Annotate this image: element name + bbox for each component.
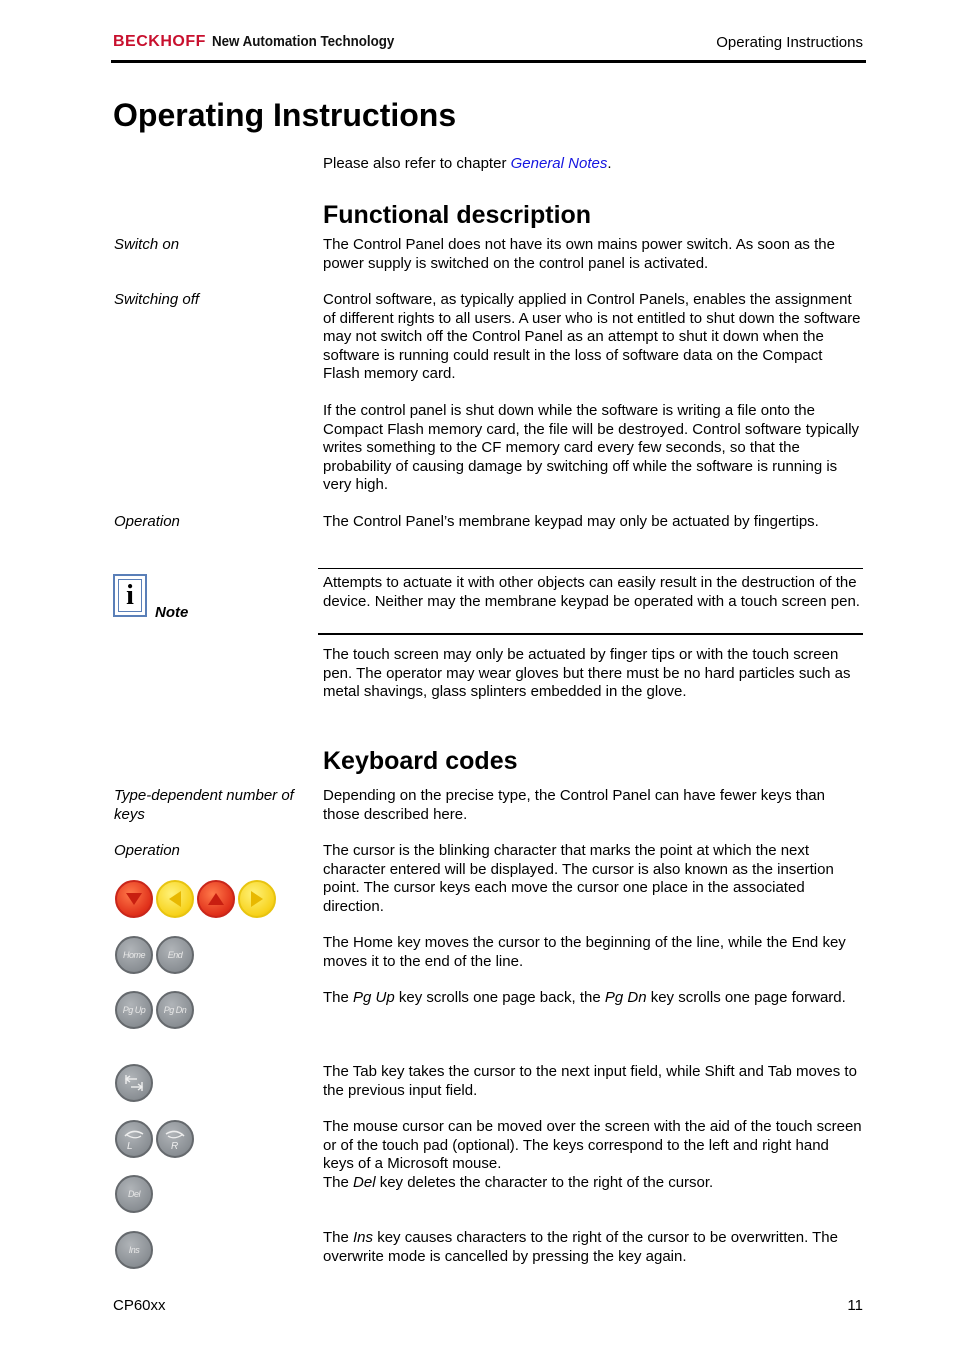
mouse-left-label: L — [127, 1141, 133, 1152]
brand-name: BECKHOFF — [113, 33, 206, 50]
ins-text-2: key causes characters to the right of the cursor to be overwritten. The overwrite mode is cancelled by pressing the key again. — [323, 1229, 838, 1265]
ins-key-icon — [115, 1231, 153, 1269]
pg-text-3: key scrolls one page forward. — [646, 989, 846, 1006]
note-text: Attempts to actuate it with other objects can easily result in the destruction of the device. Neither may the membrane keypad be operated with a touch screen pen. — [323, 574, 860, 610]
ins-key-text — [323, 1229, 863, 1266]
del-key-text — [323, 1174, 863, 1193]
note-label: Note — [155, 604, 189, 621]
operation-label: Operation — [114, 513, 180, 530]
del-text-1: The — [323, 1174, 354, 1191]
pg-up-term: Pg Up — [353, 989, 395, 1006]
tab-key-text: The Tab key takes the cursor to the next input field, while Shift and Tab moves to the previous input field. — [323, 1063, 857, 1099]
page-down-key-icon — [156, 991, 194, 1029]
home-end-text: The Home key moves the cursor to the beginning of the line, while the End key moves it to the end of the line. — [323, 934, 846, 970]
switching-off-label: Switching off — [114, 291, 200, 308]
ins-text-1: The — [323, 1229, 354, 1246]
header-section-title: Operating Instructions — [716, 34, 863, 51]
info-icon — [113, 574, 147, 617]
intro-paragraph — [323, 155, 863, 174]
switching-off-paragraph-2: If the control panel is shut down while the software is writing a file onto the Compact Flash memory card, the file will be destroyed. Control software typically writes something to the CF memory card every few seconds, so that the probability of causing damage by switching off while the software is running is very high. — [323, 402, 860, 493]
end-key-label: End — [167, 950, 183, 960]
pg-dn-term: Pg Dn — [604, 989, 647, 1006]
intro-prefix: Please also refer to chapter — [323, 155, 511, 172]
mouse-left-key-icon — [115, 1120, 153, 1158]
info-icon-glyph: i — [118, 579, 142, 612]
general-notes-link[interactable]: General Notes — [510, 155, 608, 172]
keyboard-heading: Keyboard codes — [323, 747, 518, 775]
mouse-right-key-icon — [156, 1120, 194, 1158]
company-logo — [113, 33, 410, 51]
pg-text-1: The — [323, 989, 354, 1006]
header-rule — [111, 60, 866, 63]
home-key-label: Home — [122, 950, 145, 960]
page-up-key-icon — [115, 991, 153, 1029]
end-key-icon — [156, 936, 194, 974]
del-key-icon — [115, 1175, 153, 1213]
page-keys-text — [323, 989, 863, 1008]
pg-text-2: key scrolls one page back, the — [394, 989, 605, 1006]
cursor-right-key-icon — [238, 880, 276, 918]
ins-key-label: Ins — [128, 1245, 140, 1255]
intro-suffix: . — [607, 155, 612, 172]
footer-model: CP60xx — [113, 1297, 166, 1314]
touch-screen-text: The touch screen may only be actuated by finger tips or with the touch screen pen. The operator may wear gloves but there must be no hard particles such as metal shavings, glass splinters embedded in the glove. — [323, 646, 851, 700]
del-key-label: Del — [127, 1189, 140, 1199]
page-title: Operating Instructions — [113, 97, 457, 133]
footer-page-number: 11 — [847, 1297, 863, 1314]
home-key-icon — [115, 936, 153, 974]
mouse-keys-text: The mouse cursor can be moved over the screen with the aid of the touch screen or of the touch pad (optional). The keys correspond to the left and right hand keys of a Microsoft mouse. — [323, 1118, 862, 1172]
pgdn-key-label: Pg Dn — [163, 1005, 187, 1015]
keyboard-operation-label: Operation — [114, 842, 180, 859]
switch-on-text: The Control Panel does not have its own mains power switch. As soon as the power supply is switched on the control panel is activated. — [323, 236, 835, 272]
tab-key-icon — [115, 1064, 153, 1102]
functional-heading: Functional description — [323, 201, 592, 229]
cursor-text: The cursor is the blinking character that marks the point at which the next character entered will be displayed. The cursor is also known as the insertion point. The cursor keys each move the cursor one place in the associated direction. — [323, 842, 834, 915]
brand-tagline: New Automation Technology — [211, 34, 395, 50]
note-top-rule — [318, 568, 863, 569]
switch-on-label: Switch on — [114, 236, 180, 253]
del-text-2: key deletes the character to the right of the cursor. — [375, 1174, 714, 1191]
mouse-right-label: R — [171, 1141, 179, 1152]
note-bottom-rule — [318, 633, 863, 635]
type-dependent-label: Type-dependent number of keys — [114, 787, 294, 823]
cursor-down-key-icon — [115, 880, 153, 918]
switching-off-paragraph-1: Control software, as typically applied in Control Panels, enables the assignment of different rights to all users. A user who is not entitled to shut down the software may not switch off the Control Panel as an attempt to shut it down when the software is running could result in the loss of software data on the Compact Flash memory card. — [323, 291, 861, 382]
pgup-key-label: Pg Up — [122, 1005, 146, 1015]
cursor-up-key-icon — [197, 880, 235, 918]
operation-text: The Control Panel’s membrane keypad may only be actuated by fingertips. — [323, 513, 819, 530]
ins-term: Ins — [353, 1229, 374, 1246]
type-dependent-text: Depending on the precise type, the Control Panel can have fewer keys than those described here. — [323, 787, 825, 823]
cursor-left-key-icon — [156, 880, 194, 918]
del-term: Del — [353, 1174, 376, 1191]
